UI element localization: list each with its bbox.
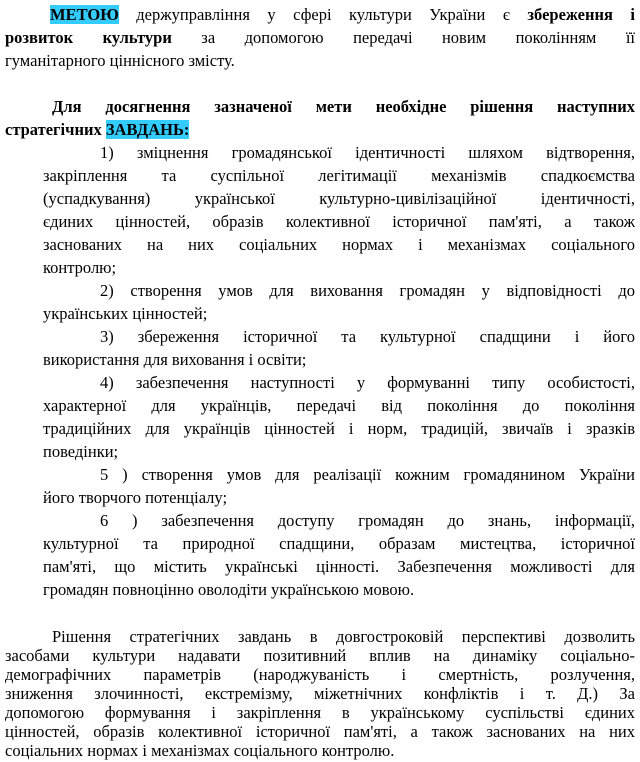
conclusion-line-5: допомогою формування і закріплення в українському суспільстві єдиних [5, 703, 635, 722]
conclusion-line-4: зниження злочинності, екстремізму, міжетнічних конфліктів і т. Д.) За [5, 684, 635, 703]
task-4-line-4: поведінки; [43, 442, 119, 461]
task-4-line-3: традиційних для українців цінностей і норм, традицій, звичаїв і зразків [43, 419, 635, 438]
task-6-line-1: 6 ) забезпечення доступу громадян до знань, інформації, [100, 511, 635, 530]
task-1-line-4: єдиних цінностей, образів колективної історичної пам'яті, а також [43, 212, 635, 231]
conclusion-line-1: Рішення стратегічних завдань в довгостроковій перспективі дозволить [52, 627, 635, 646]
highlight-tasks: ЗАВДАНЬ: [105, 120, 190, 139]
intro-line-1-text: держуправління у сфері культури України є [118, 5, 528, 24]
intro-line-3: гуманітарного ціннісного змісту. [5, 51, 235, 70]
task-4-line-2: характерної для українців, передачі від покоління до покоління [43, 396, 635, 415]
task-1-line-5: заснованих на них соціальних нормах і механізмах соціального [43, 235, 635, 254]
task-2-line-1: 2) створення умов для виховання громадян у відповідності до [100, 281, 635, 300]
tasks-heading-line-2-text: стратегічних [5, 120, 106, 139]
task-1-line-2: закріплення та суспільної легітимації механізмів спадкоємства [43, 166, 635, 185]
task-5-line-2: його творчого потенціалу; [43, 488, 228, 507]
tasks-heading-line-1: Для досягнення зазначеної мети необхідне рішення наступних [52, 97, 635, 116]
conclusion-line-2: засобами культури надавати позитивний вплив на динаміку соціально- [5, 646, 635, 665]
intro-line-2-text: за допомогою передачі новим поколінням її [171, 28, 635, 47]
intro-line-2 [5, 27, 635, 49]
intro-line-2-bold: розвиток культури [5, 28, 172, 47]
task-1-line-1: 1) зміцнення громадянської ідентичності шляхом відтворення, [100, 143, 635, 162]
task-3-line-2: використання для виховання і освіти; [43, 350, 307, 369]
highlight-goal: МЕТОЮ [50, 5, 119, 24]
intro-line-1 [50, 4, 635, 26]
task-2-line-2: українських цінностей; [43, 304, 208, 323]
task-1-line-3: (успадкування) української культурно-цивілізаційної ідентичності, [43, 189, 635, 208]
task-5-line-1: 5 ) створення умов для реалізації кожним громадянином України [100, 465, 635, 484]
conclusion-line-6: цінностей, образів колективної історичної пам'яті, а також заснованих на них [5, 722, 635, 741]
task-1-line-6: контролю; [43, 258, 117, 277]
conclusion-line-7: соціальних нормах і механізмах соціального контролю. [5, 741, 395, 760]
task-3-line-1: 3) збереження історичної та культурної спадщини і його [100, 327, 635, 346]
task-6-line-2: культурної та природної спадщини, образам мистецтва, історичної [43, 534, 635, 553]
intro-line-1-bold: збереження і [527, 5, 635, 24]
tasks-heading-line-2 [5, 119, 189, 141]
task-6-line-4: громадян повноцінно оволодіти українською мовою. [43, 580, 415, 599]
task-4-line-1: 4) забезпечення наступності у формуванні типу особистості, [100, 373, 635, 392]
conclusion-line-3: демографічних параметрів (народжуваність і смертність, розлучення, [5, 665, 635, 684]
task-6-line-3: пам'яті, що містить українські цінності. Забезпечення можливості для [43, 557, 635, 576]
